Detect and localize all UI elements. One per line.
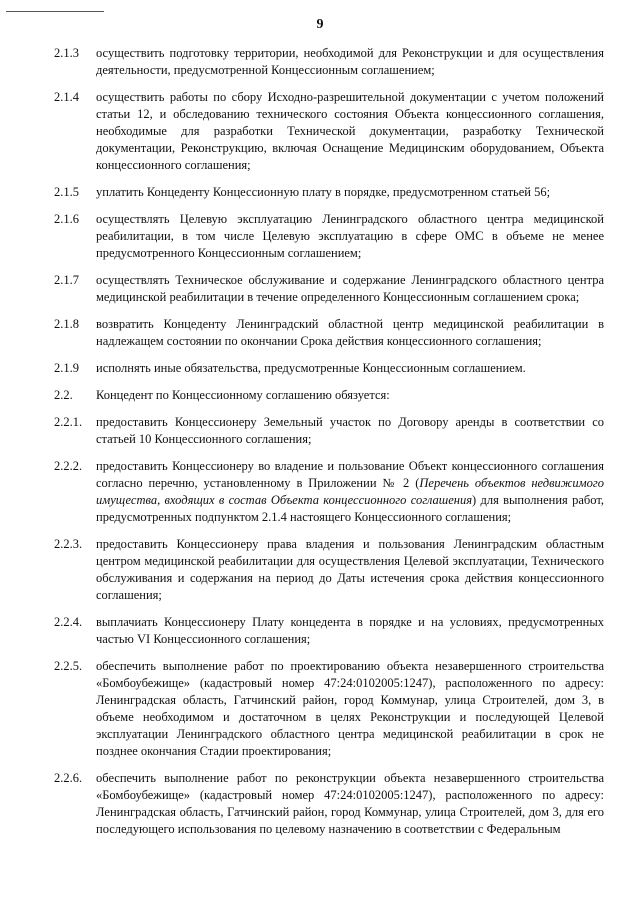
clause-number: 2.1.8 [54,317,79,331]
clause-number: 2.1.6 [54,212,79,226]
clause-number: 2.2.3. [54,537,83,551]
header-rule [6,11,104,12]
clause-text: уплатить Концеденту Концессионную плату в порядке, предусмотренном статьей 56; [96,185,551,199]
clause-2-1-9 [54,360,604,377]
clause-2-1-6 [54,211,604,262]
clause-list [54,45,604,848]
clause-number: 2.2. [54,388,73,402]
clause-2-2-2 [54,458,604,526]
clause-text: предоставить Концессионеру Земельный участок по Договору аренды в соответствии со статьей 10 Концессионного соглашения; [96,415,604,446]
clause-text: Концедент по Концессионному соглашению обязуется: [96,388,390,402]
clause-number: 2.1.3 [54,46,79,60]
clause-2-2-1 [54,414,604,448]
clause-text: обеспечить выполнение работ по проектированию объекта незавершенного строительства «Бомбоубежище» (кадастровый номер 47:24:0102005:1247), расположенного по адресу: Ленинградская область, Гатчинский район, город Коммунар, улица Строителей, дом 3, в объеме необходимом и достаточном в целях Реконструкции и последующей Целевой эксплуатации Ленинградского областного центра медицинской реабилитации в срок не позднее окончания Стадии проектирования; [96,659,604,758]
clause-text: осуществлять Целевую эксплуатацию Ленинградского областного центра медицинской реабилитации, в том числе Целевую эксплуатацию в сфере ОМС в объеме не менее предусмотренного Концессионным соглашением; [96,212,604,260]
clause-number: 2.2.1. [54,415,83,429]
clause-text-part: ) для выполнения работ, предусмотренных подпунктом 2.1.4 настоящего Концессионного соглашения; [96,493,604,524]
clause-text: возвратить Концеденту Ленинградский областной центр медицинской реабилитации в надлежащем состоянии по окончании Срока действия концессионного соглашения; [96,317,604,348]
clause-2-1-5 [54,184,604,201]
clause-text: осуществить работы по сбору Исходно-разрешительной документации с учетом положений статьи 12, и обследованию технического состояния Объекта концессионного соглашения, необходимые для разработки Технической документации, разработку Технической документации, Реконструкцию, включая Оснащение Медицинским оборудованием, Объекта концессионного соглашения; [96,90,604,172]
clause-2-2 [54,387,604,404]
clause-text: осуществить подготовку территории, необходимой для Реконструкции и для осуществления деятельности, предусмотренной Концессионным соглашением; [96,46,604,77]
clause-2-2-5 [54,658,604,760]
clause-text: обеспечить выполнение работ по реконструкции объекта незавершенного строительства «Бомбоубежище» (кадастровый номер 47:24:0102005:1247), расположенного по адресу: Ленинградская область, Гатчинский район, город Коммунар, улица Строителей, дом 3, для его последующего использования по целевому назначению в соответствии с Федеральным [96,771,604,836]
clause-2-2-6 [54,770,604,838]
clause-number: 2.2.2. [54,459,83,473]
clause-number: 2.1.5 [54,185,79,199]
clause-number: 2.1.9 [54,361,79,375]
clause-2-2-3 [54,536,604,604]
clause-number: 2.1.4 [54,90,79,104]
clause-2-2-4 [54,614,604,648]
appendix-title: Перечень объектов недвижимого имущества, входящих в состав Объекта концессионного соглашения [96,476,604,507]
clause-2-1-4 [54,89,604,174]
clause-text: выплачиать Концессионеру Плату концедента в порядке и на условиях, предусмотренных частью VI Концессионного соглашения; [96,615,604,646]
clause-2-1-3 [54,45,604,79]
clause-text: осуществлять Техническое обслуживание и содержание Ленинградского областного центра медицинской реабилитации в течение определенного Концессионным соглашением срока; [96,273,604,304]
clause-number: 2.2.4. [54,615,83,629]
clause-number: 2.2.6. [54,771,83,785]
clause-2-1-7 [54,272,604,306]
clause-text [96,458,604,526]
clause-number: 2.1.7 [54,273,79,287]
clause-2-1-8 [54,316,604,350]
clause-text: предоставить Концессионеру права владения и пользования Ленинградским областным центром медицинской реабилитации для осуществления Целевой эксплуатации, Технического обслуживания и содержания на период до Даты истечения срока действия концессионного соглашения; [96,537,604,602]
clause-number: 2.2.5. [54,659,83,673]
page-number: 9 [316,17,324,32]
clause-text-part: предоставить Концессионеру во владение и пользование Объект концессионного соглашения согласно перечню, установленному в Приложении № 2 ( [96,459,604,490]
clause-text: исполнять иные обязательства, предусмотренные Концессионным соглашением. [96,361,526,375]
